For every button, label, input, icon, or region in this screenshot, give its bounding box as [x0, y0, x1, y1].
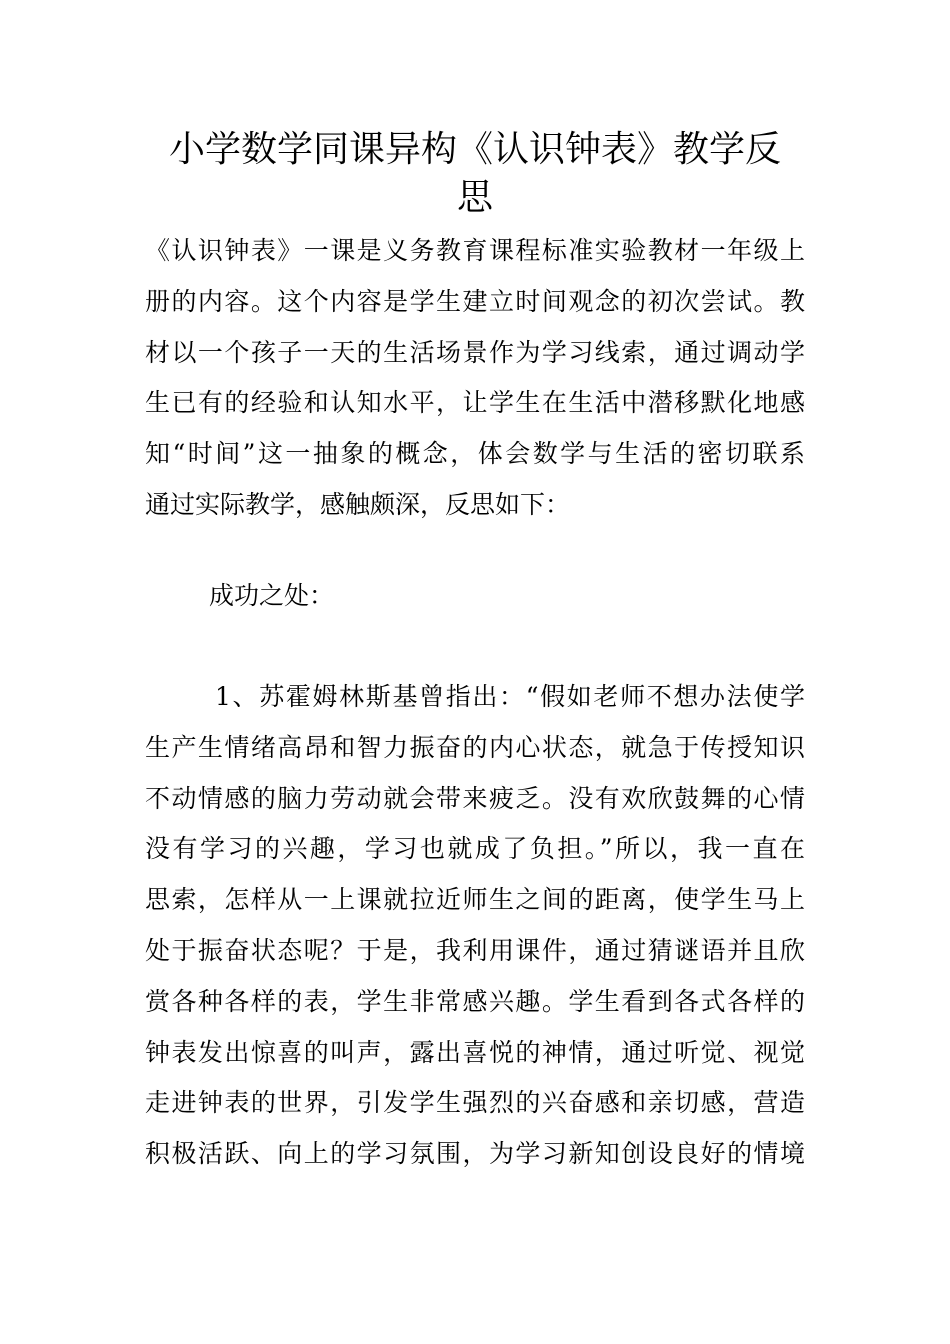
- paragraph-line: 材以一个孩子一天的生活场景作为学习线索，通过调动学: [145, 337, 805, 367]
- paragraph-line: 走进钟表的世界，引发学生强烈的兴奋感和亲切感，营造: [145, 1088, 805, 1118]
- paragraph-line: 知“时间”这一抽象的概念，体会数学与生活的密切联系: [145, 439, 805, 469]
- paragraph-line: 不动情感的脑力劳动就会带来疲乏。没有欢欣鼓舞的心情: [145, 783, 805, 813]
- point-one-paragraph: [145, 672, 805, 1180]
- paragraph-line: 积极活跃、向上的学习氛围，为学习新知创设良好的情境: [145, 1139, 805, 1169]
- title-line-2: 思: [456, 177, 493, 218]
- paragraph-line: 册的内容。这个内容是学生建立时间观念的初次尝试。教: [145, 286, 805, 316]
- section-heading: 成功之处：: [209, 581, 335, 610]
- document-title: [145, 126, 805, 222]
- paragraph-line: 思索，怎样从一上课就拉近师生之间的距离，使学生马上: [145, 885, 805, 915]
- paragraph-line: 通过实际教学，感触颇深，反思如下：: [145, 489, 571, 519]
- paragraph-line: 《认识钟表》一课是义务教育课程标准实验教材一年级上: [145, 236, 805, 265]
- title-line-1: 小学数学同课异构《认识钟表》教学反: [168, 129, 781, 170]
- paragraph-line: 没有学习的兴趣，学习也就成了负担。”所以，我一直在: [145, 834, 805, 864]
- paragraph-line: 1、苏霍姆林斯基曾指出：“假如老师不想办法使学: [215, 682, 805, 711]
- paragraph-line: 生产生情绪高昂和智力振奋的内心状态，就急于传授知识: [145, 732, 805, 762]
- intro-paragraph: [145, 226, 805, 531]
- paragraph-line: 处于振奋状态呢？于是，我利用课件，通过猜谜语并且欣: [145, 935, 805, 965]
- paragraph-line: 赏各种各样的表，学生非常感兴趣。学生看到各式各样的: [145, 986, 805, 1016]
- success-heading: [145, 571, 805, 622]
- paragraph-line: 钟表发出惊喜的叫声，露出喜悦的神情，通过听觉、视觉: [145, 1037, 805, 1067]
- paragraph-line: 生已有的经验和认知水平，让学生在生活中潜移默化地感: [145, 388, 805, 418]
